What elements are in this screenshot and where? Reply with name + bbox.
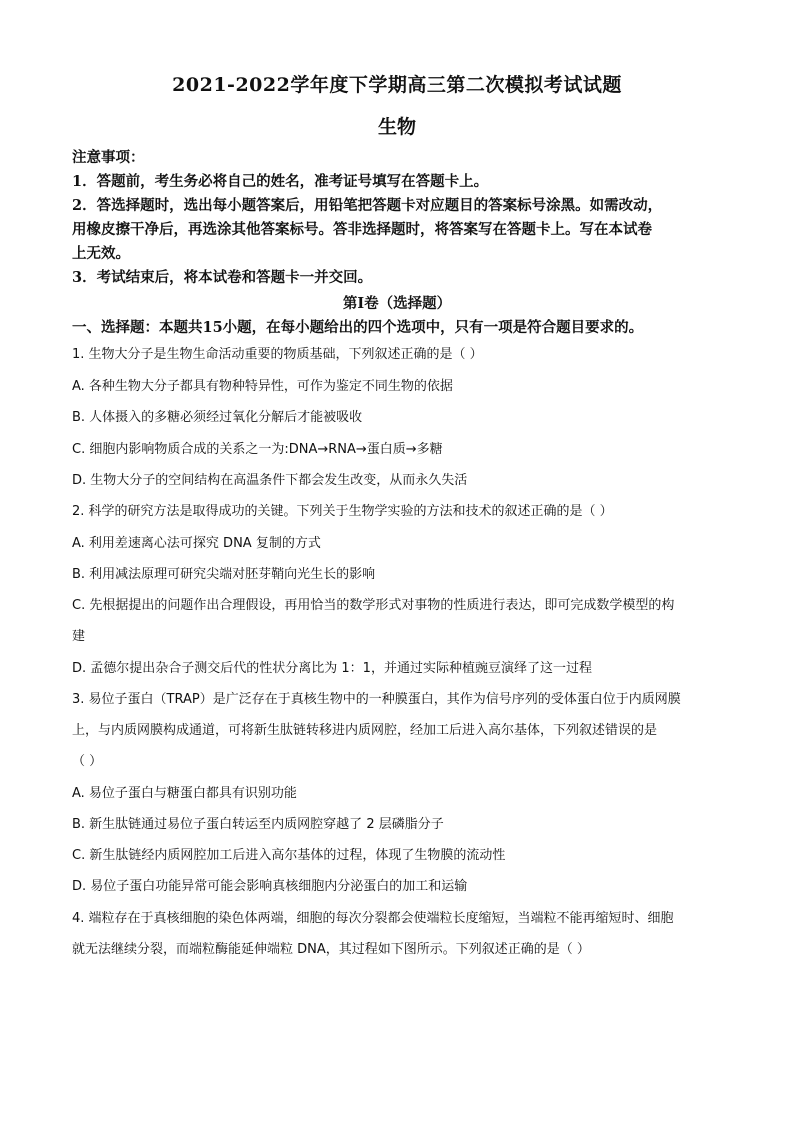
option-line: D. 生物大分子的空间结构在高温条件下都会发生改变，从而永久失活	[72, 473, 468, 488]
part-title: 第Ⅰ卷（选择题）	[342, 295, 452, 312]
subject-title: 生物	[377, 116, 416, 138]
notice-heading: 注意事项：	[72, 149, 145, 166]
option-line: A. 各种生物大分子都具有物种特异性，可作为鉴定不同生物的依据	[72, 379, 453, 394]
option-line: B. 新生肽链通过易位子蛋白转运至内质网腔穿越了 2 层磷脂分子	[72, 817, 444, 832]
question-line: 1. 生物大分子是生物生命活动重要的物质基础，下列叙述正确的是（ ）	[72, 347, 483, 362]
notice-line: 1．答题前，考生务必将自己的姓名，准考证号填写在答题卡上。	[72, 173, 489, 190]
notice-line: 用橡皮擦干净后，再选涂其他答案标号。答非选择题时，将答案写在答题卡上。写在本试卷	[72, 221, 652, 238]
option-line: 建	[72, 629, 86, 644]
section-instruction: 一、选择题：本题共15小题，在每小题给出的四个选项中，只有一项是符合题目要求的。	[72, 319, 644, 336]
notice-line: 上无效。	[72, 245, 130, 262]
question-line: 2. 科学的研究方法是取得成功的关键。下列关于生物学实验的方法和技术的叙述正确的是（ ）	[72, 504, 613, 519]
option-line: C. 先根据提出的问题作出合理假设，再用恰当的数学形式对事物的性质进行表达，即可完成数学模型的构	[72, 598, 675, 613]
option-line: B. 人体摄入的多糖必须经过氧化分解后才能被吸收	[72, 410, 363, 425]
question-line: 3. 易位子蛋白（TRAP）是广泛存在于真核生物中的一种膜蛋白，其作为信号序列的受体蛋白位于内质网膜	[72, 692, 681, 707]
option-line: B. 利用减法原理可研究尖端对胚芽鞘向光生长的影响	[72, 567, 376, 582]
option-line: D. 易位子蛋白功能异常可能会影响真核细胞内分泌蛋白的加工和运输	[72, 879, 468, 894]
question-line: 4. 端粒存在于真核细胞的染色体两端，细胞的每次分裂都会使端粒长度缩短，当端粒不能再缩短时、细胞	[72, 911, 674, 926]
notice-line: 2．答选择题时，选出每小题答案后，用铅笔把答题卡对应题目的答案标号涂黑。如需改动，	[72, 197, 663, 214]
option-line: D. 孟德尔提出杂合子测交后代的性状分离比为 1：1，并通过实际种植豌豆演绎了这一过程	[72, 661, 592, 676]
option-line: C. 细胞内影响物质合成的关系之一为:DNA→RNA→蛋白质→多糖	[72, 442, 443, 457]
option-line: A. 利用差速离心法可探究 DNA 复制的方式	[72, 536, 321, 551]
option-line: C. 新生肽链经内质网腔加工后进入高尔基体的过程，体现了生物膜的流动性	[72, 848, 506, 863]
notice-line: 3．考试结束后，将本试卷和答题卡一并交回。	[72, 269, 373, 286]
exam-title: 2021-2022学年度下学期高三第二次模拟考试试题	[172, 74, 622, 96]
question-line: （ ）	[72, 754, 103, 769]
option-line: A. 易位子蛋白与糖蛋白都具有识别功能	[72, 786, 297, 801]
question-line: 上，与内质网膜构成通道，可将新生肽链转移进内质网腔，经加工后进入高尔基体，下列叙述错误的是	[72, 723, 658, 738]
question-line: 就无法继续分裂，而端粒酶能延伸端粒 DNA，其过程如下图所示。下列叙述正确的是（ ）	[72, 942, 590, 957]
